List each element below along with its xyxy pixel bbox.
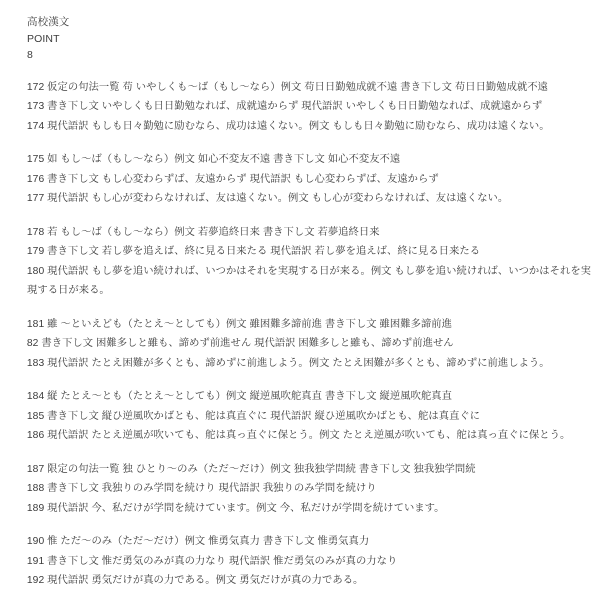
line-number: 177	[26, 193, 48, 204]
line-text: 如 もし〜ば（もし〜なら）例文 如心不変友不遠 書き下し文 如心不変友不遠	[47, 154, 401, 165]
text-block	[27, 532, 592, 591]
line-number: 183	[26, 357, 48, 369]
text-block	[27, 78, 592, 137]
line-number: 179	[26, 246, 48, 257]
line-text: 現代語訳 たとえ逆風が吹いても、舵は真っ直ぐに保とう。例文 たとえ逆風が吹いても、舵は真っ直ぐに保とう。	[47, 430, 571, 441]
text-line	[27, 387, 592, 407]
line-text: 書き下し文 もし心変わらずば、友遠からず 現代語訳 もし心変わらずば、友遠からず	[47, 173, 439, 185]
line-text: 現代語訳 勇気だけが真の力である。例文 勇気だけが真の力である。	[47, 575, 364, 586]
text-line	[27, 354, 592, 374]
line-text: 若 もし〜ば（もし〜なら）例文 若夢追終日来 書き下し文 若夢追終日来	[47, 226, 380, 238]
line-number: 180	[26, 265, 48, 277]
text-line	[27, 460, 592, 480]
text-line	[27, 97, 592, 117]
text-line	[27, 150, 592, 170]
text-line	[27, 189, 592, 209]
text-line	[27, 407, 592, 427]
line-text: 限定の句法一覧 独 ひとり〜のみ（ただ〜だけ）例文 独我独学問続 書き下し文 独我独学問続	[47, 463, 476, 475]
line-number: 184	[26, 391, 48, 402]
line-number: 191	[26, 555, 48, 567]
line-text: 仮定の句法一覧 苟 いやしくも〜ば（もし〜なら）例文 苟日日勤勉成就不遠 書き下し文 苟日日勤勉成就不遠	[47, 81, 549, 93]
line-text: 雖 〜といえども（たとえ〜としても）例文 雖困難多諦前進 書き下し文 雖困難多諦前進	[47, 318, 452, 330]
line-number: 192	[26, 575, 48, 586]
document-title: 高校漢文	[27, 16, 70, 28]
text-line	[27, 571, 592, 591]
text-line	[27, 78, 592, 98]
document-section-label: POINT	[27, 32, 60, 45]
line-number: 185	[26, 410, 48, 422]
line-number: 188	[26, 483, 48, 494]
line-text: 現代語訳 たとえ困難が多くとも、諦めずに前進しよう。例文 たとえ困難が多くとも、諦めずに前進しよう。	[47, 357, 550, 369]
line-text: 書き下し文 若し夢を追えば、終に見る日来たる 現代語訳 若し夢を追えば、終に見る日来たる	[47, 246, 481, 257]
line-number: 190	[26, 536, 48, 547]
line-text: 書き下し文 いやしくも日日勤勉なれば、成就遠からず 現代語訳 いやしくも日日勤勉なれば、成就遠からず	[47, 101, 543, 112]
text-line	[27, 170, 592, 190]
line-text: 書き下し文 困難多しと雖も、諦めず前進せん 現代語訳 困難多しと雖も、諦めず前進せん	[41, 338, 454, 349]
line-number: 181	[26, 318, 48, 330]
line-text: 縦 たとえ〜とも（たとえ〜としても）例文 縦逆風吹舵真直 書き下し文 縦逆風吹舵真直	[47, 391, 452, 402]
text-block	[27, 387, 592, 446]
text-block	[27, 223, 592, 301]
line-number: 189	[26, 502, 48, 514]
line-number: 174	[26, 120, 48, 132]
line-number: 175	[26, 154, 48, 165]
line-text: 現代語訳 もし心が変わらなければ、友は遠くない。例文 もし心が変わらなければ、友は遠くない。	[47, 193, 509, 204]
text-line	[27, 242, 592, 262]
line-number: 186	[26, 430, 48, 441]
document-header	[27, 14, 592, 64]
line-number: 82	[26, 338, 42, 349]
line-text: 現代語訳 今、私だけが学問を続けています。例文 今、私だけが学問を続けています。	[47, 502, 445, 514]
text-line	[27, 532, 592, 552]
text-line	[27, 262, 592, 301]
text-line	[27, 479, 592, 499]
line-number: 172	[26, 81, 48, 93]
document-section-number: 8	[27, 49, 33, 61]
text-line	[27, 117, 592, 137]
line-text: 現代語訳 もし夢を追い続ければ、いつかはそれを実現する日が来る。例文 もし夢を追い続ければ、いつかはそれを実現する日が来る。	[27, 265, 592, 296]
text-line	[27, 552, 592, 572]
line-number: 178	[26, 226, 48, 238]
text-line	[27, 334, 592, 354]
line-text: 書き下し文 縦ひ逆風吹かばとも、舵は真直ぐに 現代語訳 縦ひ逆風吹かばとも、舵は真直ぐに	[47, 410, 481, 422]
text-line	[27, 223, 592, 243]
text-line	[27, 426, 592, 446]
text-block	[27, 460, 592, 519]
line-number: 176	[26, 173, 48, 185]
text-block	[27, 150, 592, 209]
text-block	[27, 315, 592, 374]
line-text: 惟 ただ〜のみ（ただ〜だけ）例文 惟勇気真力 書き下し文 惟勇気真力	[47, 536, 370, 547]
line-text: 書き下し文 我独りのみ学問を続けり 現代語訳 我独りのみ学問を続けり	[47, 483, 377, 494]
text-line	[27, 499, 592, 519]
text-line	[27, 315, 592, 335]
line-text: 書き下し文 惟だ勇気のみが真の力なり 現代語訳 惟だ勇気のみが真の力なり	[47, 555, 398, 567]
line-text: 現代語訳 もしも日々勤勉に励むなら、成功は遠くない。例文 もしも日々勤勉に励むなら、成功は遠くない。	[47, 120, 550, 132]
line-number: 187	[26, 463, 48, 475]
document-body	[27, 78, 592, 591]
line-number: 173	[26, 101, 48, 112]
